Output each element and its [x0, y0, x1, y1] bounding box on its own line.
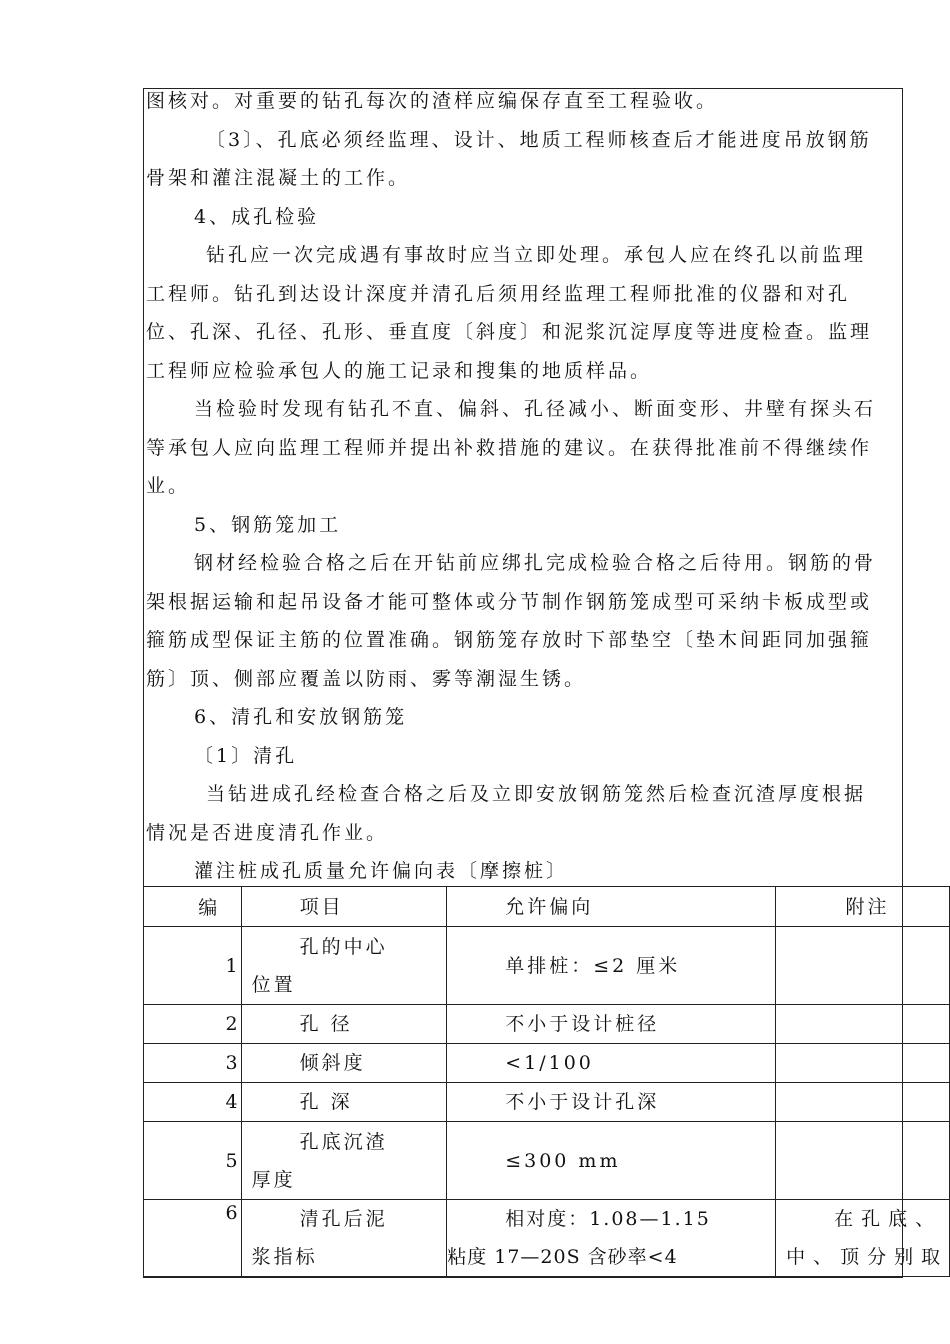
text-line: 〔3〕、孔底必须经监理、设计、地质工程师核查后才能进度吊放钢筋	[206, 128, 872, 151]
table-row	[144, 1005, 950, 1044]
row-item: 孔 径	[241, 1005, 447, 1044]
section-heading: 4、成孔检验	[194, 205, 320, 228]
text-line: 工程师。钻孔到达设计深度并清孔后须用经监理工程师批准的仪器和对孔	[146, 282, 851, 305]
row-item	[241, 927, 447, 1005]
table-row	[144, 1200, 950, 1277]
row-tolerance: ≤300 mm	[447, 1122, 776, 1200]
text-line: 箍筋成型保证主筋的位置准确。钢筋笼存放时下部垫空〔垫木间距同加强箍	[146, 629, 873, 651]
row-tolerance	[447, 1200, 776, 1277]
text-line: 架根据运输和起吊设备才能可整体或分节制作钢筋笼成型可采纳卡板成型或	[146, 590, 873, 613]
row-note	[776, 1044, 950, 1083]
row-note	[776, 1005, 950, 1044]
text-line: 等承包人应向监理工程师并提出补救措施的建议。在获得批准前不得继续作	[146, 436, 873, 459]
row-note-line: 中、顶分别取	[786, 1246, 949, 1268]
tolerance-table	[143, 886, 950, 1277]
header-item: 项目	[241, 887, 447, 927]
row-no: 1	[144, 927, 242, 1005]
row-no: 2	[144, 1005, 242, 1044]
row-item-line: 浆指标	[251, 1246, 318, 1268]
text-line: 位、孔深、孔径、孔形、垂直度〔斜度〕和泥浆沉淀厚度等进度检查。监理	[146, 321, 873, 343]
row-tolerance: 不小于设计桩径	[447, 1005, 776, 1044]
header-no: 编	[144, 887, 242, 927]
subsection-heading: 〔1〕清孔	[194, 744, 298, 767]
row-item	[241, 1200, 447, 1277]
row-tolerance: 单排桩：≤2 厘米	[447, 927, 776, 1005]
row-item-line: 孔底沉渣	[299, 1130, 388, 1153]
body-text	[146, 82, 894, 891]
row-tolerance: <1/100	[447, 1044, 776, 1083]
table-row	[144, 1044, 950, 1083]
row-note	[776, 1122, 950, 1200]
text-line: 当检验时发现有钻孔不直、偏斜、孔径减小、断面变形、井壁有探头石	[194, 398, 877, 420]
row-no: 3	[144, 1044, 242, 1083]
row-note-line: 在孔底、	[834, 1208, 943, 1230]
row-no: 6	[144, 1200, 242, 1277]
text-line: 钢材经检验合格之后在开钻前应绑扎完成检验合格之后待用。钢筋的骨	[194, 552, 877, 574]
row-item	[241, 1122, 447, 1200]
section-heading: 6、清孔和安放钢筋笼	[194, 706, 408, 728]
row-item-line: 厚度	[251, 1168, 296, 1191]
row-tolerance: 不小于设计孔深	[447, 1083, 776, 1122]
header-note: 附注	[776, 887, 950, 927]
text-line: 当钻进成孔经检查合格之后及立即安放钢筋笼然后检查沉渣厚度根据	[206, 783, 867, 805]
row-tolerance-line: 粘度 17—20S 含砂率<4	[447, 1246, 678, 1268]
row-tolerance-line: 相对度：1.08—1.15	[505, 1208, 711, 1230]
text-line: 情况是否进度清孔作业。	[146, 821, 389, 844]
row-note	[776, 927, 950, 1005]
table-header-row	[144, 887, 950, 927]
text-line: 图核对。对重要的钻孔每次的渣样应编保存直至工程验收。	[146, 90, 719, 112]
row-item: 孔 深	[241, 1083, 447, 1122]
text-line: 骨架和灌注混凝土的工作。	[146, 167, 411, 189]
table-row	[144, 1122, 950, 1200]
text-line: 筋〕顶、侧部应覆盖以防雨、雾等潮湿生锈。	[146, 667, 587, 690]
row-item-line: 清孔后泥	[299, 1208, 388, 1230]
header-tolerance: 允许偏向	[447, 887, 776, 927]
table-row	[144, 927, 950, 1005]
row-item-line: 孔的中心	[299, 935, 388, 958]
table-row	[144, 1083, 950, 1122]
table-caption: 灌注桩成孔质量允许偏向表〔摩擦桩〕	[194, 860, 569, 882]
row-note	[776, 1200, 950, 1277]
row-item: 倾斜度	[241, 1044, 447, 1083]
text-line: 钻孔应一次完成遇有事故时应当立即处理。承包人应在终孔以前监理	[206, 244, 867, 266]
row-no: 5	[144, 1122, 242, 1200]
row-no: 4	[144, 1083, 242, 1122]
row-item-line: 位置	[251, 973, 296, 996]
row-note	[776, 1083, 950, 1122]
section-heading: 5、钢筋笼加工	[194, 513, 342, 536]
text-line: 工程师应检验承包人的施工记录和搜集的地质样品。	[146, 359, 653, 382]
text-line: 业。	[146, 475, 191, 497]
